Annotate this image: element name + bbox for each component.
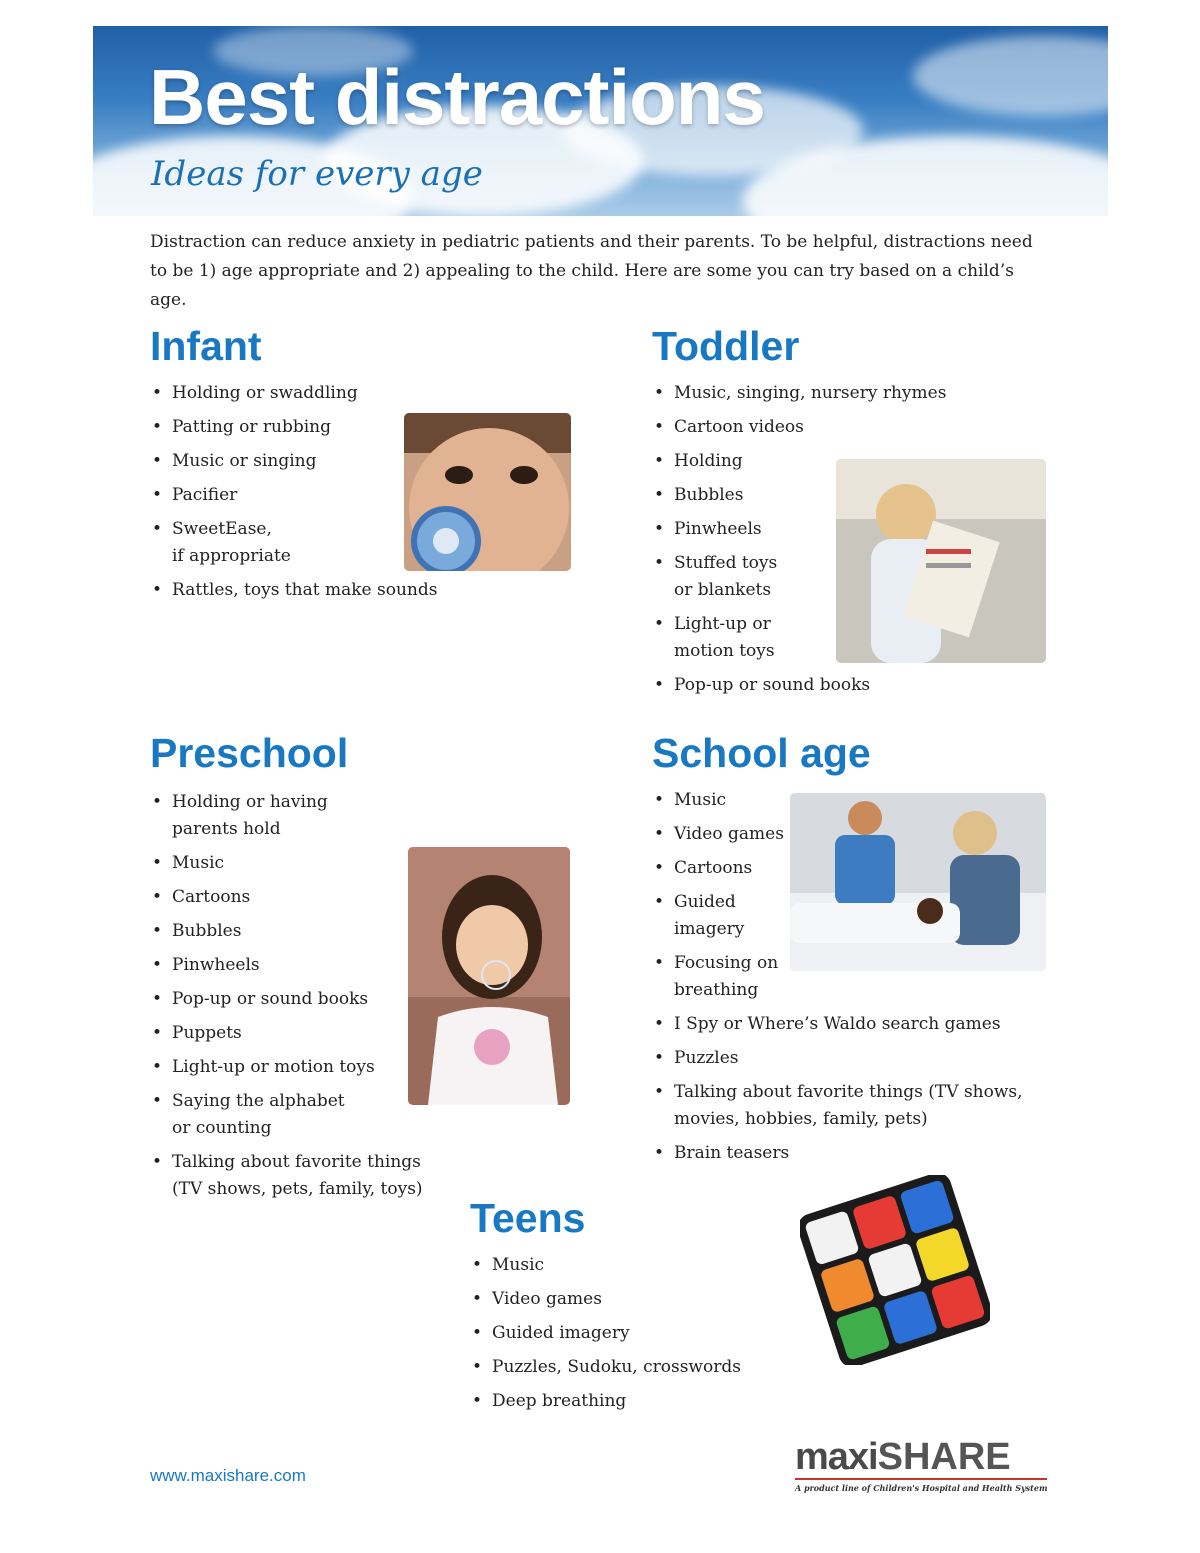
list-item-text: • Video games xyxy=(492,1289,602,1309)
list-item xyxy=(150,952,450,979)
list-item-text: • Pop-up or sound books xyxy=(674,675,871,695)
section-title: Preschool xyxy=(150,730,349,776)
logo-divider xyxy=(795,1478,1047,1480)
toddler-reading-photo xyxy=(836,459,1046,663)
list-item-text: • Guided imagery xyxy=(492,1323,630,1343)
section-title: Toddler xyxy=(652,323,800,369)
list-item-text: • Cartoons xyxy=(172,887,251,907)
list-item-text: • Talking about favorite things xyxy=(172,1152,421,1172)
list-item-text: • Talking about favorite things (TV shows, xyxy=(674,1082,1023,1102)
list-item-text: • Guided xyxy=(674,892,736,912)
list-item xyxy=(150,1020,450,1047)
list-item-text: • Music xyxy=(172,853,225,873)
logo-share: SHARE xyxy=(877,1436,1011,1478)
list-item-text: • Deep breathing xyxy=(492,1391,627,1411)
list-item-text: • Music xyxy=(492,1255,545,1275)
list-item-text: • Music xyxy=(674,790,727,810)
logo-tagline: A product line of Children's Hospital and Health System xyxy=(795,1483,1048,1493)
list-item xyxy=(150,1149,450,1203)
list-item-text: • Bubbles xyxy=(172,921,242,941)
header-banner xyxy=(93,26,1108,216)
list-item xyxy=(150,380,610,407)
list-item xyxy=(470,1320,790,1347)
list-item xyxy=(150,789,450,843)
list-item xyxy=(150,850,450,877)
section-teens xyxy=(470,1194,790,1422)
list-item-text: • Focusing on xyxy=(674,953,779,973)
list-item xyxy=(652,414,1072,441)
list-item-text: • Patting or rubbing xyxy=(172,417,332,437)
logo-maxi: maxi xyxy=(795,1436,878,1478)
list-item-text: • Holding or swaddling xyxy=(172,383,358,403)
list-item-text: • Cartoons xyxy=(674,858,753,878)
list-item-text: breathing xyxy=(674,980,759,1000)
nurse-with-child-photo xyxy=(790,793,1046,971)
maxishare-logo xyxy=(795,1436,1050,1498)
list-item-text: parents hold xyxy=(172,819,281,839)
list-item xyxy=(150,1054,450,1081)
list-item-text: • Puzzles xyxy=(674,1048,739,1068)
list-item-text: imagery xyxy=(674,919,745,939)
list-item-text: • Cartoon videos xyxy=(674,417,804,437)
section-title: Teens xyxy=(470,1195,586,1241)
list-item-text: • Music or singing xyxy=(172,451,317,471)
list-item xyxy=(652,672,1072,699)
list-item xyxy=(652,1045,1072,1072)
section-preschool xyxy=(150,729,450,1210)
preschool-list xyxy=(150,789,450,1203)
list-item xyxy=(470,1252,790,1279)
list-item-text: • Pop-up or sound books xyxy=(172,989,369,1009)
list-item-text: • Music, singing, nursery rhymes xyxy=(674,383,947,403)
list-item xyxy=(652,380,1072,407)
list-item-text: • Holding or having xyxy=(172,792,328,812)
list-item-text: • SweetEase, xyxy=(172,519,272,539)
list-item xyxy=(652,1079,1072,1133)
list-item-text: • Brain teasers xyxy=(674,1143,790,1163)
section-title: School age xyxy=(652,730,871,776)
list-item-text: • Holding xyxy=(674,451,743,471)
list-item xyxy=(150,986,450,1013)
list-item xyxy=(470,1354,790,1381)
list-item-text: if appropriate xyxy=(172,546,291,566)
list-item-text: • Rattles, toys that make sounds xyxy=(172,580,438,600)
list-item-text: • Light-up or motion toys xyxy=(172,1057,375,1077)
list-item-text: • Video games xyxy=(674,824,784,844)
list-item-text: • Pinwheels xyxy=(674,519,762,539)
page-subtitle: Ideas for every age xyxy=(151,154,483,194)
teens-list xyxy=(470,1252,790,1415)
intro-paragraph: Distraction can reduce anxiety in pediatric patients and their parents. To be helpful, distractions need to be 1) age appropriate and 2) appealing to the child. Here are some you can try based on a child’s age. xyxy=(150,232,1033,310)
list-item xyxy=(150,577,610,604)
list-item-text: • Stuffed toys xyxy=(674,553,778,573)
list-item-text: movies, hobbies, family, pets) xyxy=(674,1109,928,1129)
list-item-text: • Saying the alphabet xyxy=(172,1091,345,1111)
list-item xyxy=(150,884,450,911)
list-item-text: motion toys xyxy=(674,641,775,661)
list-item xyxy=(150,918,450,945)
baby-with-pacifier-photo xyxy=(404,413,571,571)
rubiks-cube-photo xyxy=(800,1175,990,1365)
section-title: Infant xyxy=(150,323,262,369)
list-item-text: • I Spy or Where’s Waldo search games xyxy=(674,1014,1001,1034)
list-item xyxy=(150,1088,450,1142)
list-item-text: (TV shows, pets, family, toys) xyxy=(172,1179,423,1199)
list-item-text: • Light-up or xyxy=(674,614,771,634)
list-item xyxy=(652,1140,1072,1167)
list-item xyxy=(470,1286,790,1313)
list-item-text: • Puzzles, Sudoku, crosswords xyxy=(492,1357,741,1377)
list-item-text: or counting xyxy=(172,1118,272,1138)
list-item-text: • Pacifier xyxy=(172,485,238,505)
page-title: Best distractions xyxy=(149,53,765,141)
list-item-text: • Puppets xyxy=(172,1023,242,1043)
list-item-text: • Bubbles xyxy=(674,485,744,505)
website-link[interactable]: www.maxishare.com xyxy=(150,1466,306,1485)
girl-with-bubble-photo xyxy=(408,847,570,1105)
list-item-text: • Pinwheels xyxy=(172,955,260,975)
list-item xyxy=(470,1388,790,1415)
list-item-text: or blankets xyxy=(674,580,772,600)
cloud-decoration xyxy=(913,36,1108,116)
list-item xyxy=(652,1011,1072,1038)
